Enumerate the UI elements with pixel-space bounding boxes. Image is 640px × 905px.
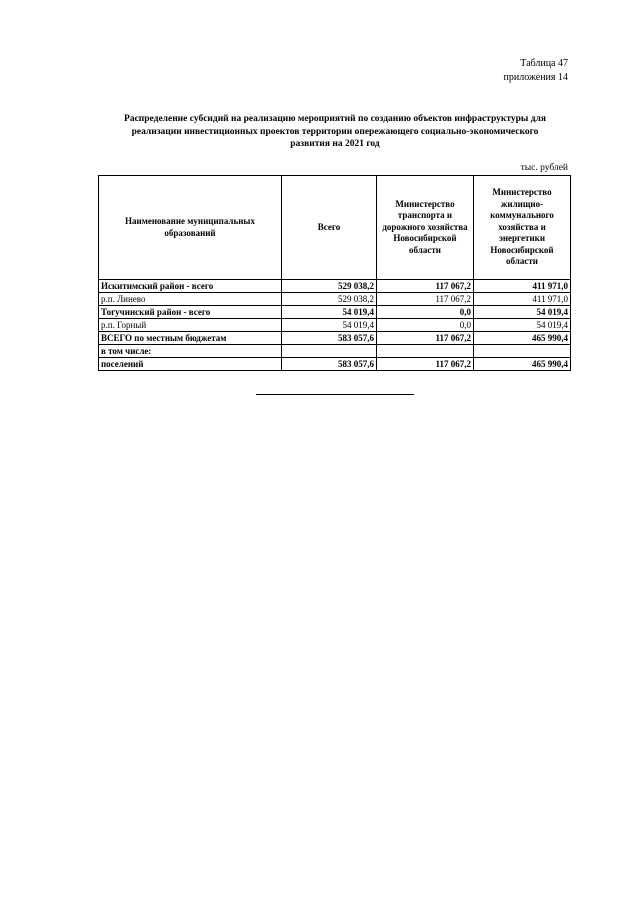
housing-cell: 465 990,4 <box>474 332 571 345</box>
column-header-municipality: Наименование муниципальных образований <box>99 176 282 280</box>
transport-cell: 0,0 <box>377 306 474 319</box>
transport-cell: 117 067,2 <box>377 280 474 293</box>
municipality-cell: в том числе: <box>99 345 282 358</box>
housing-cell <box>474 345 571 358</box>
housing-cell: 465 990,4 <box>474 358 571 371</box>
transport-cell <box>377 345 474 358</box>
total-cell: 54 019,4 <box>282 319 377 332</box>
column-header-transport-ministry: Министерство транспорта и дорожного хозяйства Новосибирской области <box>377 176 474 280</box>
table-row <box>99 319 571 332</box>
column-header-total: Всего <box>282 176 377 280</box>
housing-cell: 54 019,4 <box>474 319 571 332</box>
appendix-reference: приложения 14 <box>503 72 568 83</box>
municipality-cell: поселений <box>99 358 282 371</box>
end-divider <box>256 394 414 395</box>
housing-cell: 54 019,4 <box>474 306 571 319</box>
housing-cell: 411 971,0 <box>474 293 571 306</box>
total-cell: 529 038,2 <box>282 293 377 306</box>
total-cell: 529 038,2 <box>282 280 377 293</box>
transport-cell: 117 067,2 <box>377 332 474 345</box>
table-row <box>99 280 571 293</box>
table-number: Таблица 47 <box>520 58 568 69</box>
total-cell <box>282 345 377 358</box>
table-reference <box>504 57 568 85</box>
table-row <box>99 293 571 306</box>
units-label: тыс. рублей <box>520 163 568 173</box>
table-row <box>99 358 571 371</box>
municipality-cell: Тогучинский район - всего <box>99 306 282 319</box>
municipality-cell: ВСЕГО по местным бюджетам <box>99 332 282 345</box>
title-line-2: реализации инвестиционных проектов территории опережающего социально-экономического <box>131 126 539 137</box>
document-title <box>100 113 570 151</box>
title-line-3: развития на 2021 год <box>290 139 380 149</box>
column-header-housing-ministry: Министерство жилищно-коммунального хозяйства и энергетики Новосибирской области <box>474 176 571 280</box>
total-cell: 583 057,6 <box>282 358 377 371</box>
total-cell: 583 057,6 <box>282 332 377 345</box>
transport-cell: 117 067,2 <box>377 358 474 371</box>
municipality-cell: р.п. Линево <box>99 293 282 306</box>
subsidy-table <box>98 175 571 371</box>
housing-cell: 411 971,0 <box>474 280 571 293</box>
municipality-cell: Искитимский район - всего <box>99 280 282 293</box>
table-row <box>99 345 571 358</box>
total-cell: 54 019,4 <box>282 306 377 319</box>
transport-cell: 0,0 <box>377 319 474 332</box>
table-row <box>99 306 571 319</box>
table-header-row <box>99 176 571 280</box>
title-line-1: Распределение субсидий на реализацию мероприятий по созданию объектов инфраструктуры для <box>124 114 546 124</box>
table-row <box>99 332 571 345</box>
municipality-cell: р.п. Горный <box>99 319 282 332</box>
transport-cell: 117 067,2 <box>377 293 474 306</box>
